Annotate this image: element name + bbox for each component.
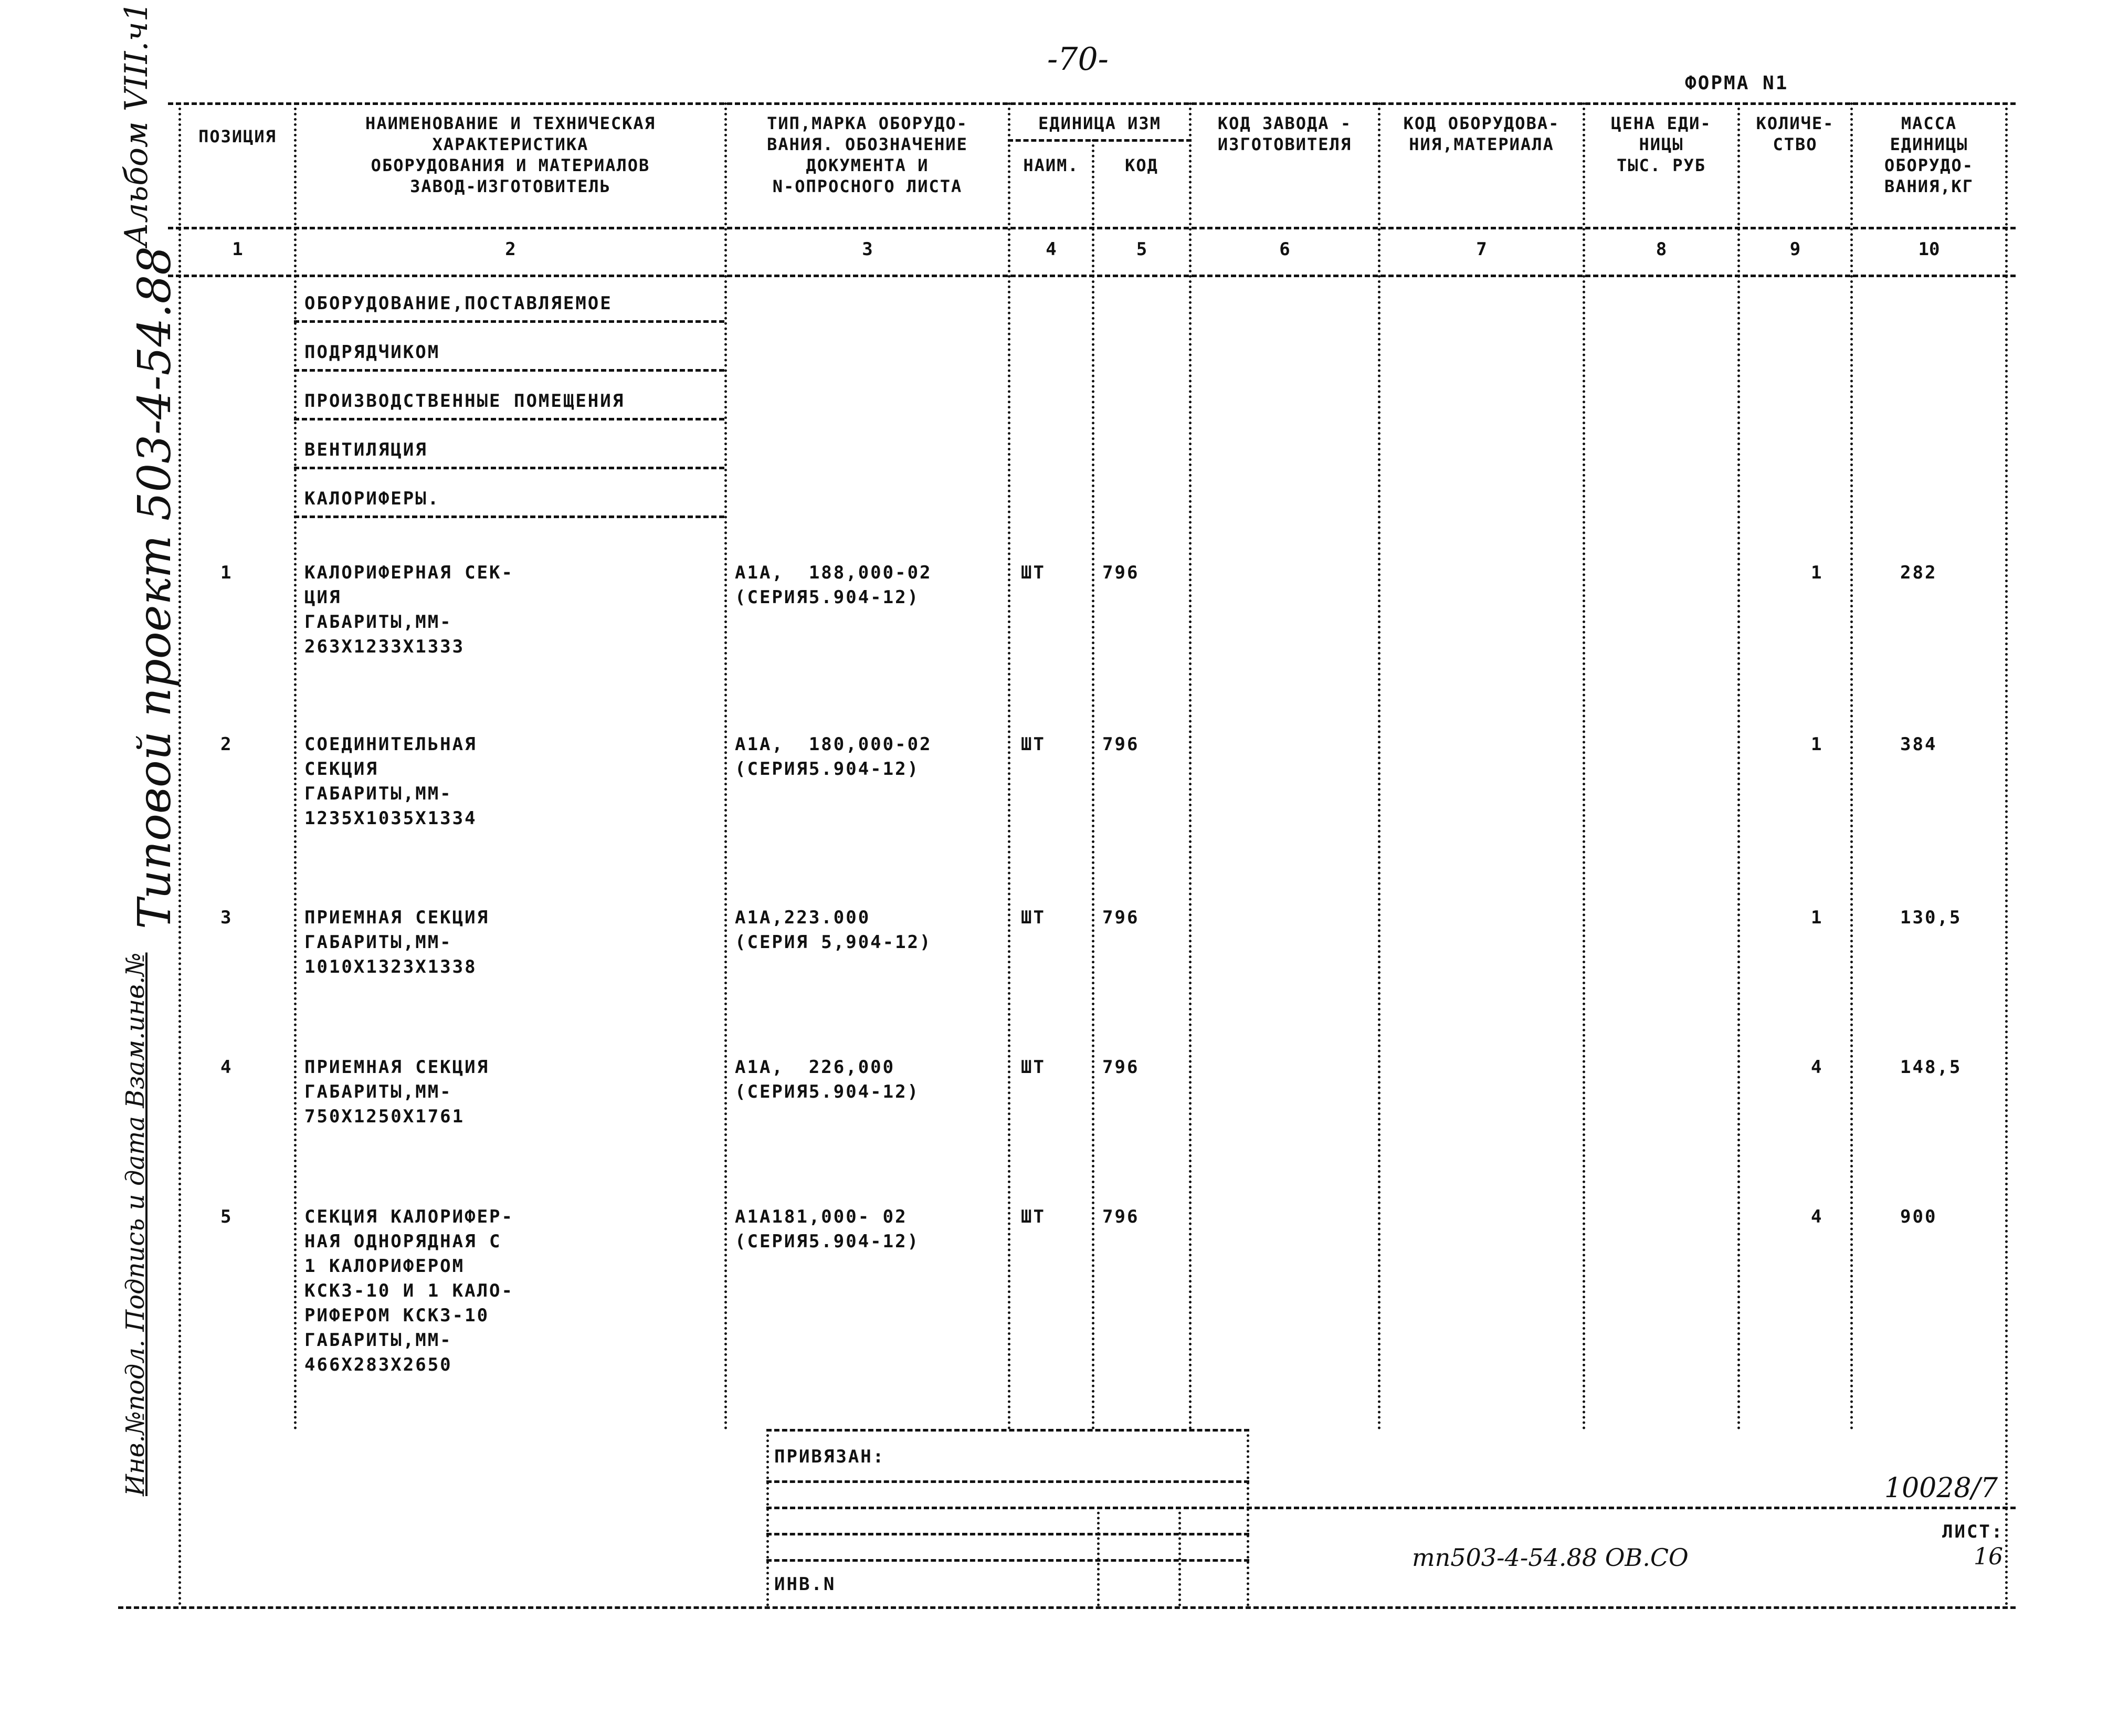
header-unit-name: НАИМ.	[1023, 155, 1079, 175]
col-border-6	[1378, 102, 1380, 1430]
item-name: ПРИЕМНАЯ СЕКЦИЯ ГАБАРИТЫ,ММ- 750Х1250Х1761	[304, 1057, 490, 1127]
header-unit: ЕДИНИЦА ИЗМ	[1038, 113, 1161, 133]
section-separator	[294, 515, 724, 518]
header-quantity: КОЛИЧЕ- СТВО	[1756, 113, 1835, 154]
title-block-border	[1178, 1507, 1181, 1606]
side-project-label	[129, 246, 181, 929]
item-type: А1А,223.000 (СЕРИЯ 5,904-12)	[735, 907, 932, 953]
document-code: тп503-4-54.88 ОВ.СО	[1412, 1543, 1689, 1572]
section-separator	[294, 369, 724, 372]
col-border-left	[178, 102, 181, 1606]
item-mass: 148,5	[1900, 1057, 1962, 1078]
col-border-8	[1737, 102, 1740, 1430]
item-quantity: 4	[1811, 1206, 1824, 1227]
col-border-1	[294, 102, 297, 1430]
col-border-3	[1008, 102, 1010, 1430]
side-stamp-text: Инв.№подл. Подпись и дата Взам.инв.№	[121, 952, 150, 1496]
item-quantity: 4	[1811, 1057, 1824, 1078]
item-type: А1А, 188,000-02 (СЕРИЯ5.904-12)	[735, 562, 932, 608]
colnum-5: 5	[1136, 239, 1147, 260]
title-block-line	[766, 1429, 1249, 1432]
col-border-7	[1583, 102, 1585, 1430]
item-unit-code: 796	[1102, 562, 1140, 583]
item-mass: 900	[1900, 1206, 1937, 1227]
item-unit-code: 796	[1102, 1057, 1140, 1078]
privyazan-label: ПРИВЯЗАН:	[774, 1446, 886, 1467]
colnum-1: 1	[232, 239, 243, 260]
section-label: ВЕНТИЛЯЦИЯ	[304, 439, 428, 460]
colnum-2: 2	[505, 239, 516, 260]
item-type: А1А, 226,000 (СЕРИЯ5.904-12)	[735, 1057, 920, 1102]
title-block-line	[766, 1480, 1249, 1483]
colnum-4: 4	[1046, 239, 1057, 260]
item-name: КАЛОРИФЕРНАЯ СЕК- ЦИЯ ГАБАРИТЫ,ММ- 263Х1233Х1333	[304, 562, 514, 657]
item-unit: ШТ	[1021, 907, 1046, 928]
item-type: А1А, 180,000-02 (СЕРИЯ5.904-12)	[735, 734, 932, 780]
title-block-border	[766, 1429, 769, 1606]
item-unit-code: 796	[1102, 734, 1140, 755]
item-unit: ШТ	[1021, 562, 1046, 583]
item-quantity: 1	[1811, 734, 1824, 755]
col-border-9	[1850, 102, 1853, 1430]
item-unit: ШТ	[1021, 734, 1046, 755]
side-stamp-label	[121, 952, 150, 1496]
drawing-number: 10028/7	[1884, 1472, 1998, 1504]
section-label: ОБОРУДОВАНИЕ,ПОСТАВЛЯЕМОЕ	[304, 293, 613, 314]
header-name: НАИМЕНОВАНИЕ И ТЕХНИЧЕСКАЯ ХАРАКТЕРИСТИКА ОБОРУДОВАНИЯ И МАТЕРИАЛОВ ЗАВОД-ИЗГОТОВИТЕЛЬ	[365, 113, 656, 196]
item-quantity: 1	[1811, 907, 1824, 928]
colnum-3: 3	[862, 239, 873, 260]
inv-label: ИНВ.N	[774, 1574, 836, 1595]
side-album-text: Альбом VIII.ч1	[118, 2, 155, 247]
item-unit-code: 796	[1102, 1206, 1140, 1227]
header-unit-code: КОД	[1125, 155, 1158, 175]
title-block-line	[766, 1533, 1249, 1535]
item-position: 1	[220, 562, 233, 583]
title-block-line	[766, 1507, 2016, 1509]
unit-subheader-line	[1008, 139, 1192, 142]
item-position: 5	[220, 1206, 233, 1227]
item-mass: 384	[1900, 734, 1937, 755]
section-label: КАЛОРИФЕРЫ.	[304, 488, 440, 509]
item-name: СЕКЦИЯ КАЛОРИФЕР- НАЯ ОДНОРЯДНАЯ С 1 КАЛОРИФЕРОМ КСК3-10 И 1 КАЛО- РИФЕРОМ КСК3-10 ГАБАРИТЫ,ММ- 466Х283Х2650	[304, 1206, 514, 1375]
header-type: ТИП,МАРКА ОБОРУДО- ВАНИЯ. ОБОЗНАЧЕНИЕ ДОКУМЕНТА И N-ОПРОСНОГО ЛИСТА	[767, 113, 968, 196]
colnum-6: 6	[1279, 239, 1290, 260]
side-album-label	[118, 2, 155, 247]
item-unit: ШТ	[1021, 1057, 1046, 1078]
title-block-line	[766, 1559, 1249, 1562]
header-equipment-code: КОД ОБОРУДОВА- НИЯ,МАТЕРИАЛА	[1403, 113, 1560, 154]
colnum-9: 9	[1789, 239, 1801, 260]
header-price: ЦЕНА ЕДИ- НИЦЫ ТЫС. РУБ	[1611, 113, 1712, 175]
item-mass: 282	[1900, 562, 1937, 583]
item-unit: ШТ	[1021, 1206, 1046, 1227]
section-label: ПОДРЯДЧИКОМ	[304, 342, 440, 363]
header-factory-code: КОД ЗАВОДА - ИЗГОТОВИТЕЛЯ	[1217, 113, 1352, 154]
item-mass: 130,5	[1900, 907, 1962, 928]
item-position: 3	[220, 907, 233, 928]
col-border-2	[724, 102, 727, 1430]
sheet-number: 16	[1974, 1543, 2003, 1570]
form-label: ФОРМА N1	[1685, 72, 1789, 94]
item-type: А1А181,000- 02 (СЕРИЯ5.904-12)	[735, 1206, 920, 1252]
section-separator	[294, 418, 724, 420]
colnum-7: 7	[1476, 239, 1487, 260]
section-label: ПРОИЗВОДСТВЕННЫЕ ПОМЕЩЕНИЯ	[304, 391, 625, 412]
title-block-border	[1247, 1429, 1249, 1606]
item-unit-code: 796	[1102, 907, 1140, 928]
colnum-8: 8	[1656, 239, 1667, 260]
header-mass: МАССА ЕДИНИЦЫ ОБОРУДО- ВАНИЯ,КГ	[1884, 113, 1974, 196]
col-border-right	[2005, 102, 2008, 1606]
side-project-text: Типовой проект 503-4-54.88	[129, 246, 181, 929]
col-border-5	[1189, 102, 1192, 1430]
table-bottom-border	[118, 1606, 2016, 1609]
sheet-label: ЛИСТ:	[1942, 1521, 2004, 1542]
item-name: СОЕДИНИТЕЛЬНАЯ СЕКЦИЯ ГАБАРИТЫ,ММ- 1235Х1035Х1334	[304, 734, 477, 829]
page-number: -70-	[1047, 41, 1109, 78]
item-quantity: 1	[1811, 562, 1824, 583]
title-block-border	[1097, 1507, 1100, 1606]
item-name: ПРИЕМНАЯ СЕКЦИЯ ГАБАРИТЫ,ММ- 1010Х1323Х1338	[304, 907, 490, 977]
item-position: 2	[220, 734, 233, 755]
colnum-10: 10	[1918, 239, 1940, 260]
col-border-4	[1092, 139, 1094, 1430]
item-position: 4	[220, 1057, 233, 1078]
section-separator	[294, 320, 724, 323]
section-separator	[294, 467, 724, 469]
header-position: ПОЗИЦИЯ	[198, 127, 277, 146]
